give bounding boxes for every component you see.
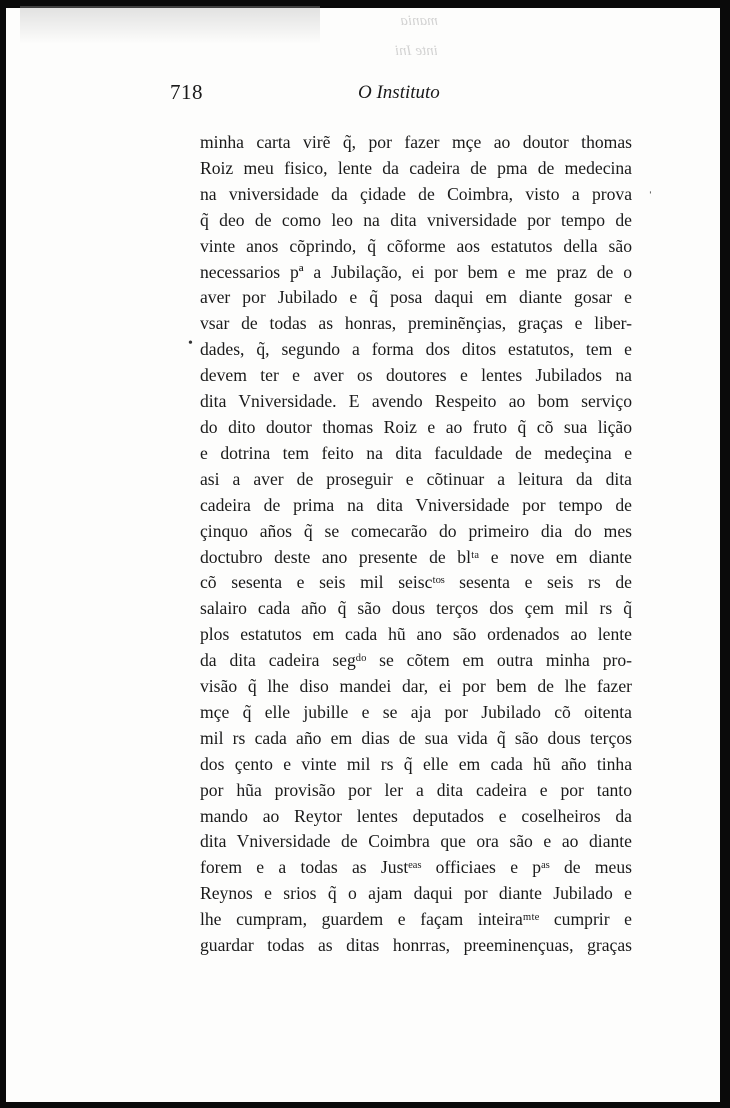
text-line: q̃ deo de como leo na dita vniversidade por tempo de — [200, 209, 632, 230]
text-line: aver por Jubilado e q̃ posa daqui em diante gosar e — [200, 287, 632, 308]
text-line: visão q̃ lhe diso mandei dar, ei por bem de lhe fazer — [200, 676, 632, 697]
text-line: e dotrina tem feito na dita faculdade de medeçina e — [200, 442, 632, 463]
text-line: do dito doutor thomas Roiz e ao fruto q̃ cõ sua lição — [200, 416, 632, 437]
text-line: dita Vniversidade de Coimbra que ora são e ao diante — [200, 831, 632, 852]
text-line: minha carta virẽ q̃, por fazer mçe ao doutor thomas — [200, 132, 632, 152]
page-number: 718 — [170, 80, 203, 104]
text-line: guardar todas as ditas honrras, preeminençuas, graças — [200, 935, 632, 956]
text-line: por hũa provisão por ler a dita cadeira e por tanto — [200, 779, 632, 800]
text-line: na vniversidade da çidade de Coimbra, visto a prova — [200, 183, 632, 204]
text-line: necessarios pª a Jubilação, ei por bem e me praz de o — [200, 261, 632, 282]
text-line: vsar de todas as honras, preminẽnçias, graças e liber- — [200, 313, 632, 334]
text-line: Reynos e srios q̃ o ajam daqui por diante Jubilado e — [200, 883, 632, 904]
running-title: O Instituto — [358, 82, 440, 103]
text-line: asi a aver de proseguir e cõtinuar a leitura da dita — [200, 468, 632, 489]
document-body — [200, 130, 632, 959]
text-line: Roiz meu fisico, lente da cadeira de pma de medecina — [200, 157, 632, 178]
text-line: cõ sesenta e seis mil seiscᵗᵒˢ sesenta e seis rs de — [200, 572, 632, 593]
text-line: devem ter e aver os doutores e lentes Jubilados na — [200, 365, 632, 386]
text-line: da dita cadeira segᵈᵒ se cõtem em outra minha pro- — [200, 650, 632, 671]
scan-smudge — [20, 6, 320, 44]
text-line: forem e a todas as Justᵉᵃˢ officiaes e pᵃˢ de meus — [200, 857, 632, 878]
text-line: dades, q̃, segundo a forma dos ditos estatutos, tem e — [200, 339, 632, 360]
text-line: lhe cumpram, guardem e façam inteiraᵐᵗᵉ cumprir e — [200, 909, 632, 930]
text-line: çinquo años q̃ se comecarão do primeiro dia do mes — [200, 520, 632, 541]
text-line: dos çento e vinte mil rs q̃ elle em cada hũ año tinha — [200, 753, 632, 774]
text-line: salairo cada año q̃ são dous terços dos çem mil rs q̃ — [200, 598, 632, 619]
show-through-text: mania inte Ini — [395, 13, 438, 59]
text-line: vinte anos cõprindo, q̃ cõforme aos estatutos della são — [200, 235, 632, 256]
text-line: dita Vniversidade. E avendo Respeito ao bom serviço — [200, 391, 632, 412]
text-line: cadeira de prima na dita Vniversidade por tempo de — [200, 494, 632, 515]
text-line: mando ao Reytor lentes deputados e coselheiros da — [200, 805, 632, 826]
text-line: mçe q̃ elle jubille e se aja por Jubilado cõ oitenta — [200, 701, 632, 722]
margin-dot: • — [188, 336, 193, 351]
text-line: mil rs cada año em dias de sua vida q̃ são dous terços — [200, 727, 632, 748]
page-header — [170, 80, 460, 110]
text-line: plos estatutos em cada hũ ano são ordenados ao lente — [200, 624, 632, 645]
text-line: doctubro deste ano presente de blᵗᵃ e nove em diante — [200, 546, 632, 567]
margin-tick: ˈ — [648, 190, 653, 205]
